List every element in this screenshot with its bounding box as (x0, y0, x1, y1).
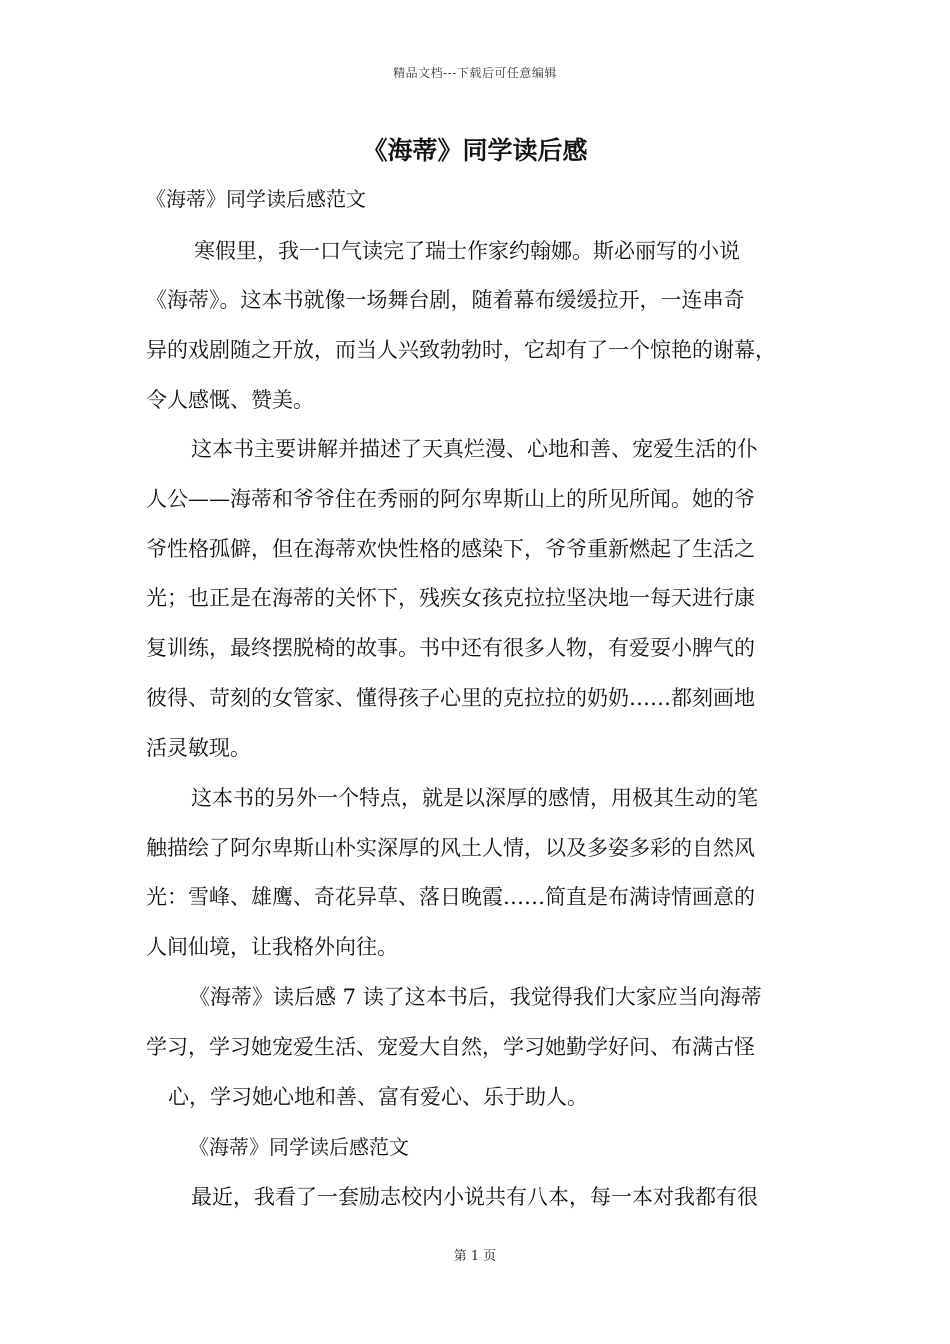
text-line: 活灵敏现。 (146, 736, 251, 760)
text-line: 《海蒂》同学读后感范文 (189, 1135, 409, 1159)
text-line: 心，学习她心地和善、富有爱心、乐于助人。 (168, 1085, 588, 1109)
text-line: 令人感慨、赞美。 (146, 388, 314, 412)
text-line: 人间仙境，让我格外向往。 (146, 935, 398, 959)
page-footer: 第 1 页 (453, 1249, 497, 1264)
text-line: 《海蒂》。这本书就像一场舞台剧，随着幕布缓缓拉开，一连串奇 (146, 288, 745, 312)
text-line: 这本书主要讲解并描述了天真烂漫、心地和善、宠爱生活的仆 (191, 437, 758, 461)
text-line: 寒假里，我一口气读完了瑞士作家约翰娜。斯必丽写的小说 (194, 239, 740, 263)
text-line: 学习，学习她宠爱生活、宠爱大自然，学习她勤学好问、布满古怪 (146, 1035, 755, 1059)
text-line: 爷性格孤僻，但在海蒂欢快性格的感染下，爷爷重新燃起了生活之 (146, 537, 755, 561)
text-line: 《海蒂》同学读后感范文 (146, 187, 366, 211)
document-title: 《海蒂》同学读后感 (362, 136, 588, 165)
text-line: 最近，我看了一套励志校内小说共有八本，每一本对我都有很 (191, 1185, 758, 1209)
text-line: 人公——海蒂和爷爷住在秀丽的阿尔卑斯山上的所见所闻。她的爷 (146, 487, 755, 511)
page-header: 精品文档---下载后可任意编辑 (393, 66, 557, 80)
text-line: 《海蒂》读后感 7 读了这本书后，我觉得我们大家应当向海蒂 (189, 985, 762, 1009)
text-line: 光；也正是在海蒂的关怀下，残疾女孩克拉拉坚决地一每天进行康 (146, 586, 755, 610)
text-line: 彼得、苛刻的女管家、懂得孩子心里的克拉拉的奶奶……都刻画地 (146, 686, 755, 710)
text-line: 这本书的另外一个特点，就是以深厚的感情，用极其生动的笔 (191, 786, 758, 810)
text-line: 复训练，最终摆脱椅的故事。书中还有很多人物，有爱耍小脾气的 (146, 636, 755, 660)
text-line: 光：雪峰、雄鹰、奇花异草、落日晚霞……简直是布满诗情画意的 (146, 885, 755, 909)
text-line: 触描绘了阿尔卑斯山朴实深厚的风土人情，以及多姿多彩的自然风 (146, 836, 755, 860)
text-line: 异的戏剧随之开放，而当人兴致勃勃时，它却有了一个惊艳的谢幕， (146, 338, 776, 362)
